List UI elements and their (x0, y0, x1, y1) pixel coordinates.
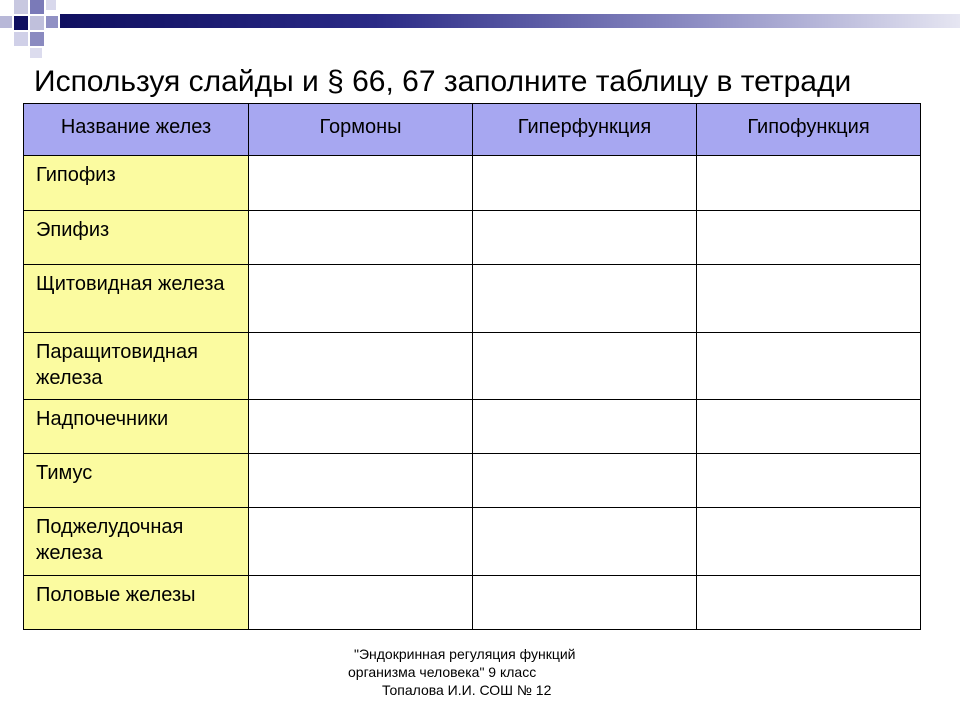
hyperfunction-cell[interactable] (473, 156, 697, 211)
header-gland-name: Название желез (24, 104, 249, 156)
decorative-header-bar (0, 0, 960, 60)
footer-line: организма человека" 9 класс (348, 664, 537, 680)
hypofunction-cell[interactable] (697, 400, 921, 454)
gland-name-cell: Поджелудочная железа (24, 508, 249, 576)
deco-square (30, 32, 44, 46)
hormones-cell[interactable] (249, 211, 473, 265)
table-row (24, 508, 921, 576)
deco-square (14, 0, 28, 14)
hormones-cell[interactable] (249, 400, 473, 454)
glands-table (23, 103, 921, 630)
hormones-cell[interactable] (249, 333, 473, 400)
deco-square (14, 32, 28, 46)
hypofunction-cell[interactable] (697, 454, 921, 508)
slide-footer-credit (340, 645, 640, 699)
deco-square (0, 16, 12, 28)
hyperfunction-cell[interactable] (473, 265, 697, 333)
hypofunction-cell[interactable] (697, 211, 921, 265)
hyperfunction-cell[interactable] (473, 454, 697, 508)
hypofunction-cell[interactable] (697, 333, 921, 400)
gland-name-cell: Надпочечники (24, 400, 249, 454)
gland-name-cell: Половые железы (24, 576, 249, 630)
hypofunction-cell[interactable] (697, 265, 921, 333)
hormones-cell[interactable] (249, 576, 473, 630)
header-hyperfunction: Гиперфункция (473, 104, 697, 156)
table-row (24, 576, 921, 630)
hyperfunction-cell[interactable] (473, 508, 697, 576)
deco-square (30, 48, 42, 58)
gland-name-cell: Эпифиз (24, 211, 249, 265)
hormones-cell[interactable] (249, 454, 473, 508)
table-row (24, 454, 921, 508)
table-row (24, 265, 921, 333)
header-hormones: Гормоны (249, 104, 473, 156)
footer-line: "Эндокринная регуляция функций (354, 646, 576, 662)
hyperfunction-cell[interactable] (473, 333, 697, 400)
gland-name-cell: Паращитовидная железа (24, 333, 249, 400)
hyperfunction-cell[interactable] (473, 400, 697, 454)
table-header-row (24, 104, 921, 156)
table-row (24, 211, 921, 265)
hormones-cell[interactable] (249, 508, 473, 576)
hormones-cell[interactable] (249, 265, 473, 333)
deco-square (14, 16, 28, 30)
table-row (24, 400, 921, 454)
gland-name-cell: Щитовидная железа (24, 265, 249, 333)
footer-line: Топалова И.И. СОШ № 12 (382, 682, 552, 698)
table-row (24, 333, 921, 400)
hypofunction-cell[interactable] (697, 156, 921, 211)
deco-square (30, 0, 44, 14)
deco-square (30, 16, 44, 30)
header-hypofunction: Гипофункция (697, 104, 921, 156)
table-row (24, 156, 921, 211)
hyperfunction-cell[interactable] (473, 576, 697, 630)
deco-square (46, 0, 56, 10)
gland-name-cell: Тимус (24, 454, 249, 508)
hormones-cell[interactable] (249, 156, 473, 211)
deco-square (46, 16, 58, 28)
hypofunction-cell[interactable] (697, 576, 921, 630)
slide-title: Используя слайды и § 66, 67 заполните таблицу в тетради (34, 65, 852, 98)
hypofunction-cell[interactable] (697, 508, 921, 576)
gland-name-cell: Гипофиз (24, 156, 249, 211)
header-gradient-band (60, 14, 960, 28)
hyperfunction-cell[interactable] (473, 211, 697, 265)
